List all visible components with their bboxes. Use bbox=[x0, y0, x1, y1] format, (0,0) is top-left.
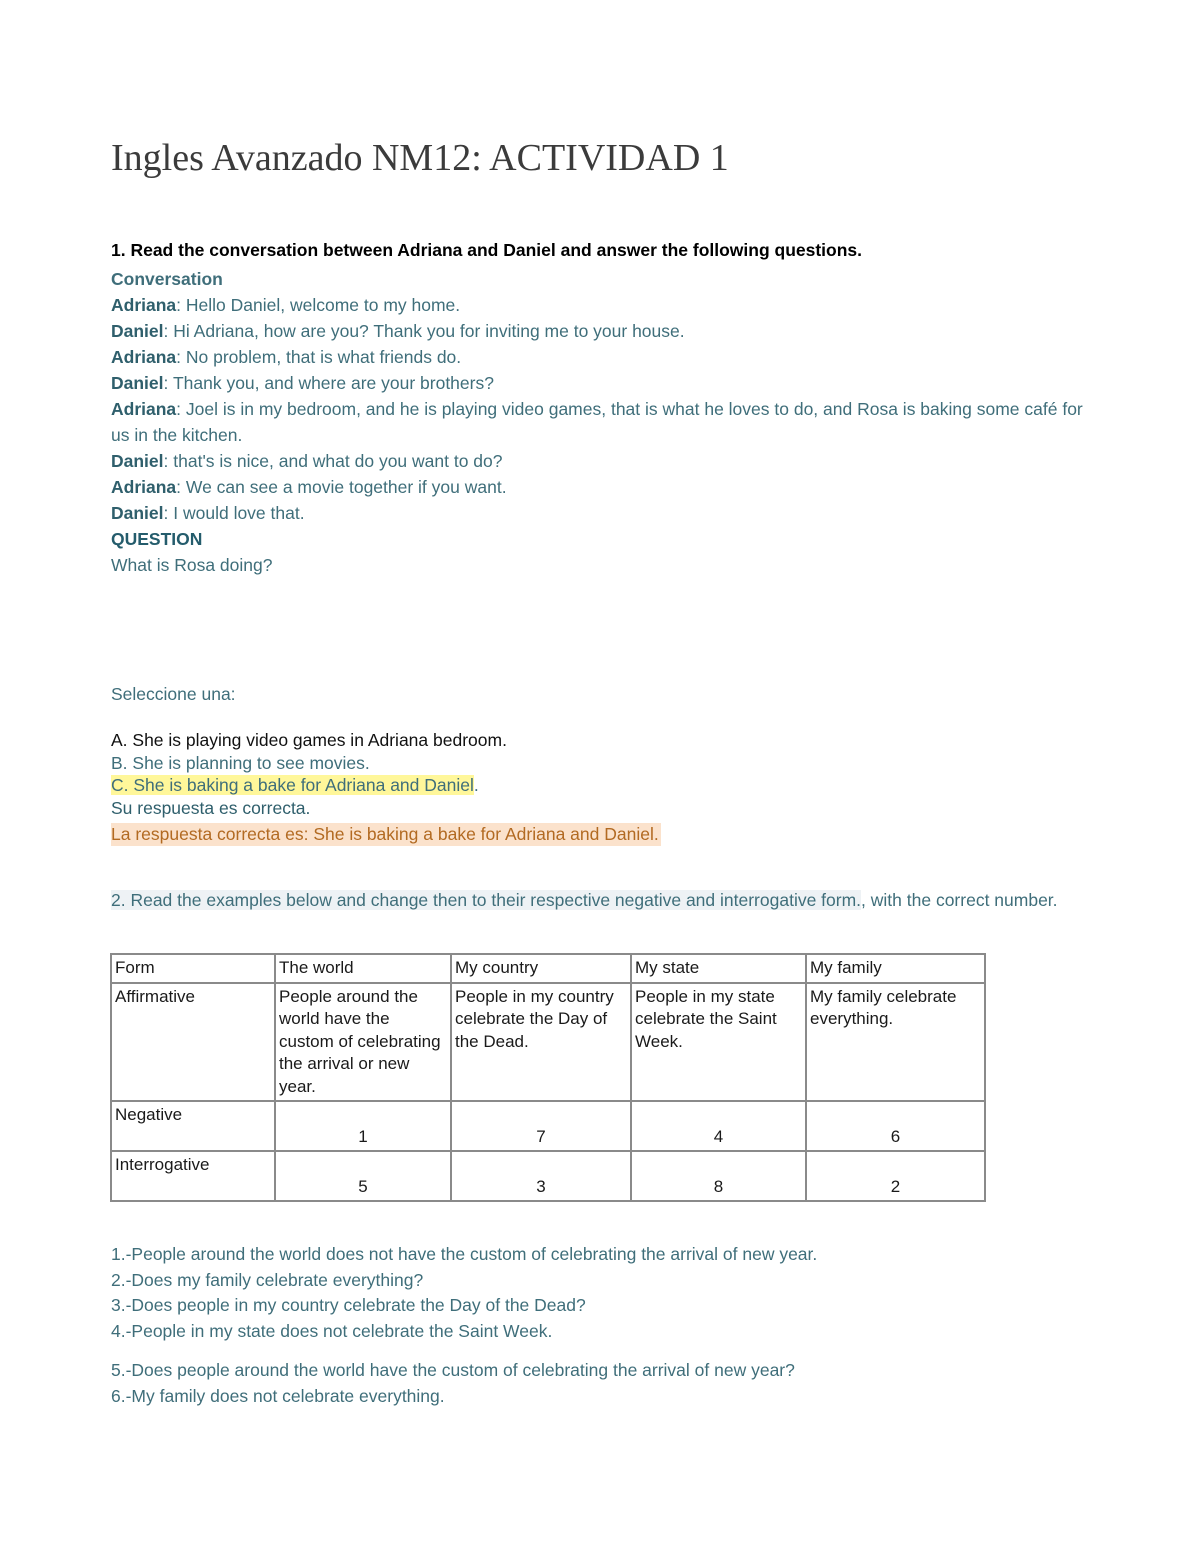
list-item: 5.-Does people around the world have the custom of celebrating the arrival of new year? bbox=[111, 1360, 795, 1380]
option-c-period: . bbox=[473, 775, 479, 795]
list-item: 2.-Does my family celebrate everything? bbox=[111, 1269, 424, 1290]
conversation-line bbox=[111, 344, 1101, 370]
question-text: What is Rosa doing? bbox=[111, 555, 273, 575]
table-cell: 4 bbox=[631, 1101, 806, 1151]
table-cell: 5 bbox=[275, 1151, 451, 1201]
table-cell: People in my state celebrate the Saint Week. bbox=[631, 983, 806, 1102]
conversation-line bbox=[111, 318, 1101, 344]
line-text: : that's is nice, and what do you want to do? bbox=[163, 451, 503, 471]
line-text: : We can see a movie together if you want. bbox=[176, 477, 507, 497]
line-text: : I would love that. bbox=[163, 503, 305, 523]
list-item: 3.-Does people in my country celebrate the Day of the Dead? bbox=[111, 1295, 586, 1315]
table-row bbox=[111, 1101, 985, 1151]
speaker-name: Daniel bbox=[111, 503, 164, 523]
speaker-name: Daniel bbox=[111, 373, 164, 393]
row-label: Negative bbox=[111, 1101, 275, 1151]
question-2-prompt-highlight: 2. Read the examples below and change then to their respective negative and interrogative form. bbox=[111, 890, 862, 910]
speaker-name: Daniel bbox=[111, 321, 164, 341]
table-cell: 8 bbox=[631, 1151, 806, 1201]
option-c[interactable] bbox=[111, 774, 1101, 797]
option-a[interactable]: A. She is playing video games in Adriana bedroom. bbox=[111, 730, 507, 750]
line-text: : No problem, that is what friends do. bbox=[176, 347, 462, 367]
conversation-line bbox=[111, 500, 1101, 526]
conversation-line bbox=[111, 474, 1101, 500]
page-title: Ingles Avanzado NM12: ACTIVIDAD 1 bbox=[111, 137, 729, 179]
conversation bbox=[111, 266, 1101, 578]
conversation-line bbox=[111, 448, 1101, 474]
table-cell: 7 bbox=[451, 1101, 631, 1151]
table-cell: People around the world have the custom of celebrating the arrival or new year. bbox=[275, 983, 451, 1102]
line-text: : Thank you, and where are your brothers? bbox=[163, 373, 494, 393]
conversation-heading: Conversation bbox=[111, 269, 223, 289]
table-row bbox=[111, 983, 985, 1102]
line-text: : Hi Adriana, how are you? Thank you for inviting me to your house. bbox=[163, 321, 685, 341]
speaker-name: Daniel bbox=[111, 451, 164, 471]
conversation-line bbox=[111, 370, 1101, 396]
table-cell: 3 bbox=[451, 1151, 631, 1201]
table-header-cell: My country bbox=[451, 954, 631, 983]
conversation-line bbox=[111, 292, 1101, 318]
speaker-name: Adriana bbox=[111, 295, 177, 315]
table-header-cell: Form bbox=[111, 954, 275, 983]
list-item: 1.-People around the world does not have the custom of celebrating the arrival of new year. bbox=[111, 1244, 818, 1264]
question-1-prompt: 1. Read the conversation between Adriana and Daniel and answer the following questions. bbox=[111, 240, 863, 260]
speaker-name: Adriana bbox=[111, 347, 177, 367]
table-cell: People in my country celebrate the Day of the Dead. bbox=[451, 983, 631, 1102]
result-feedback: Su respuesta es correcta. bbox=[111, 797, 311, 818]
table-header-row bbox=[111, 954, 985, 983]
select-label: Seleccione una: bbox=[111, 684, 236, 704]
correct-answer-feedback: La respuesta correcta es: She is baking a bake for Adriana and Daniel. bbox=[111, 824, 659, 844]
forms-table bbox=[110, 953, 986, 1202]
option-b[interactable]: B. She is planning to see movies. bbox=[111, 752, 370, 773]
question-2-prompt-rest: , with the correct number. bbox=[861, 890, 1058, 910]
table-header-cell: My state bbox=[631, 954, 806, 983]
question-heading: QUESTION bbox=[111, 529, 203, 549]
table-header-cell: My family bbox=[806, 954, 985, 983]
answers-list bbox=[111, 1242, 1101, 1409]
row-label: Affirmative bbox=[111, 983, 275, 1102]
table-cell: 6 bbox=[806, 1101, 985, 1151]
row-label: Interrogative bbox=[111, 1151, 275, 1201]
list-item: 4.-People in my state does not celebrate the Saint Week. bbox=[111, 1320, 553, 1341]
table-cell: 2 bbox=[806, 1151, 985, 1201]
table-cell: My family celebrate everything. bbox=[806, 983, 985, 1102]
line-text: : Joel is in my bedroom, and he is playing video games, that is what he loves to do, and Rosa is baking some café for us in the kitchen. bbox=[111, 399, 1083, 445]
question-2-prompt bbox=[111, 887, 1101, 914]
option-c-highlighted-text: C. She is baking a bake for Adriana and Daniel bbox=[111, 775, 474, 795]
table-cell: 1 bbox=[275, 1101, 451, 1151]
answer-options bbox=[111, 729, 1101, 846]
speaker-name: Adriana bbox=[111, 477, 177, 497]
table-header-cell: The world bbox=[275, 954, 451, 983]
spacer bbox=[111, 1344, 1101, 1358]
list-item: 6.-My family does not celebrate everything. bbox=[111, 1385, 445, 1406]
conversation-line bbox=[111, 396, 1101, 448]
speaker-name: Adriana bbox=[111, 399, 177, 419]
table-row bbox=[111, 1151, 985, 1201]
line-text: : Hello Daniel, welcome to my home. bbox=[176, 295, 461, 315]
